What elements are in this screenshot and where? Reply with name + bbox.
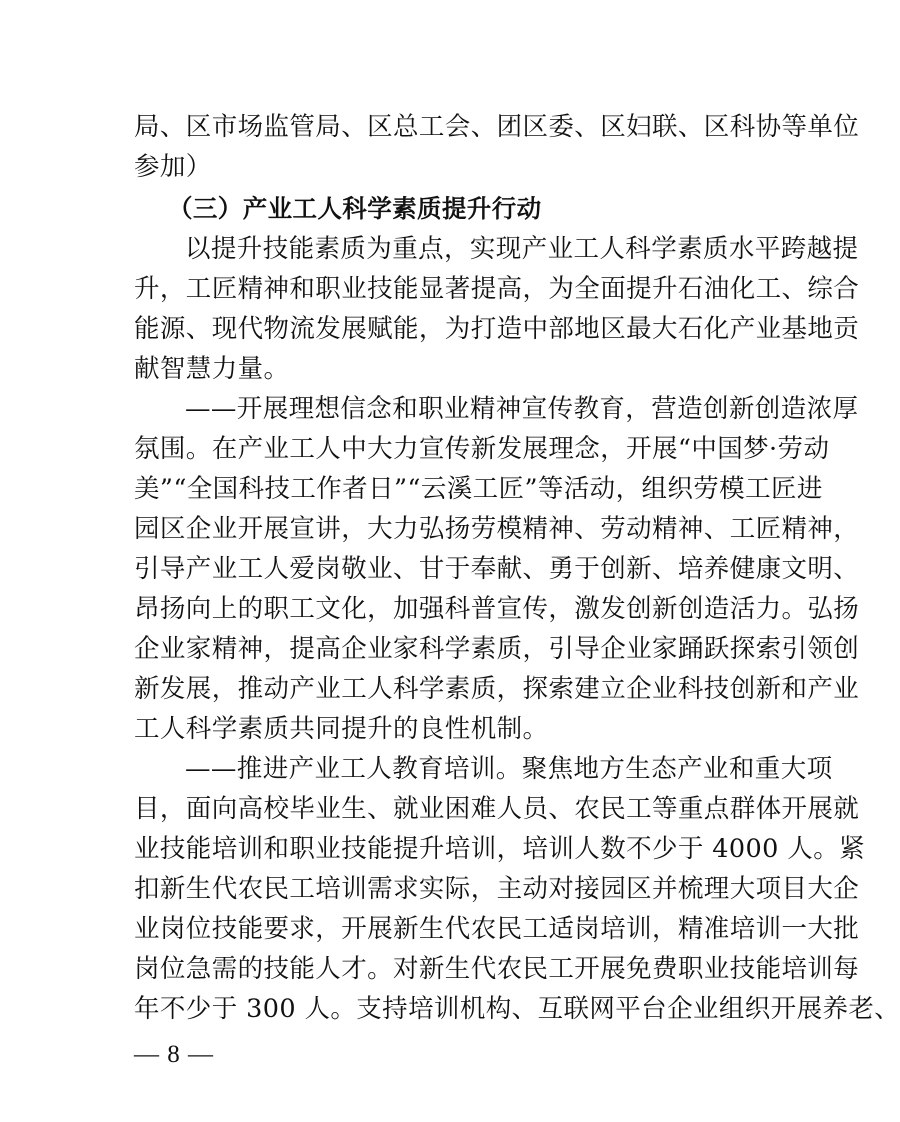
- text-line: 昂扬向上的职工文化，加强科普宣传，激发创新创造活力。弘扬: [134, 594, 860, 624]
- text-line: 扣新生代农民工培训需求实际，主动对接园区并梳理大项目大企: [134, 874, 860, 904]
- text-line: 献智慧力量。: [134, 354, 290, 384]
- text-line: 能源、现代物流发展赋能，为打造中部地区最大石化产业基地贡: [134, 314, 860, 344]
- paragraph-first-line: ——推进产业工人教育培训。聚焦地方生态产业和重大项: [185, 754, 833, 784]
- text-line: 年不少于 300 人。支持培训机构、互联网平台企业组织开展养老、: [134, 994, 900, 1024]
- text-line: 业技能培训和职业技能提升培训，培训人数不少于 4000 人。紧: [134, 834, 866, 864]
- paragraph-first-line: ——开展理想信念和职业精神宣传教育，营造创新创造浓厚: [185, 394, 859, 424]
- text-line: 业岗位技能要求，开展新生代农民工适岗培训，精准培训一大批: [134, 914, 860, 944]
- paragraph-first-line: 以提升技能素质为重点，实现产业工人科学素质水平跨越提: [185, 234, 859, 264]
- text-line: 新发展，推动产业工人科学素质，探索建立企业科技创新和产业: [134, 674, 860, 704]
- text-line: 美”“全国科技工作者日”“云溪工匠”等活动，组织劳模工匠进: [134, 474, 823, 504]
- section-heading: （三）产业工人科学素质提升行动: [168, 194, 542, 223]
- page-number: — 8 —: [134, 1041, 214, 1068]
- text-line: 引导产业工人爱岗敬业、甘于奉献、勇于创新、培养健康文明、: [134, 554, 860, 584]
- text-line: 局、区市场监管局、区总工会、团区委、区妇联、区科协等单位: [134, 112, 860, 142]
- text-line: 工人科学素质共同提升的良性机制。: [134, 714, 549, 744]
- text-line: 参加）: [134, 152, 212, 182]
- text-line: 目，面向高校毕业生、就业困难人员、农民工等重点群体开展就: [134, 794, 860, 824]
- text-line: 氛围。在产业工人中大力宣传新发展理念，开展“中国梦·劳动: [134, 434, 830, 464]
- text-line: 升，工匠精神和职业技能显著提高，为全面提升石油化工、综合: [134, 274, 860, 304]
- text-line: 企业家精神，提高企业家科学素质，引导企业家踊跃探索引领创: [134, 634, 860, 664]
- text-line: 岗位急需的技能人才。对新生代农民工开展免费职业技能培训每: [134, 954, 860, 984]
- text-line: 园区企业开展宣讲，大力弘扬劳模精神、劳动精神、工匠精神，: [134, 514, 860, 544]
